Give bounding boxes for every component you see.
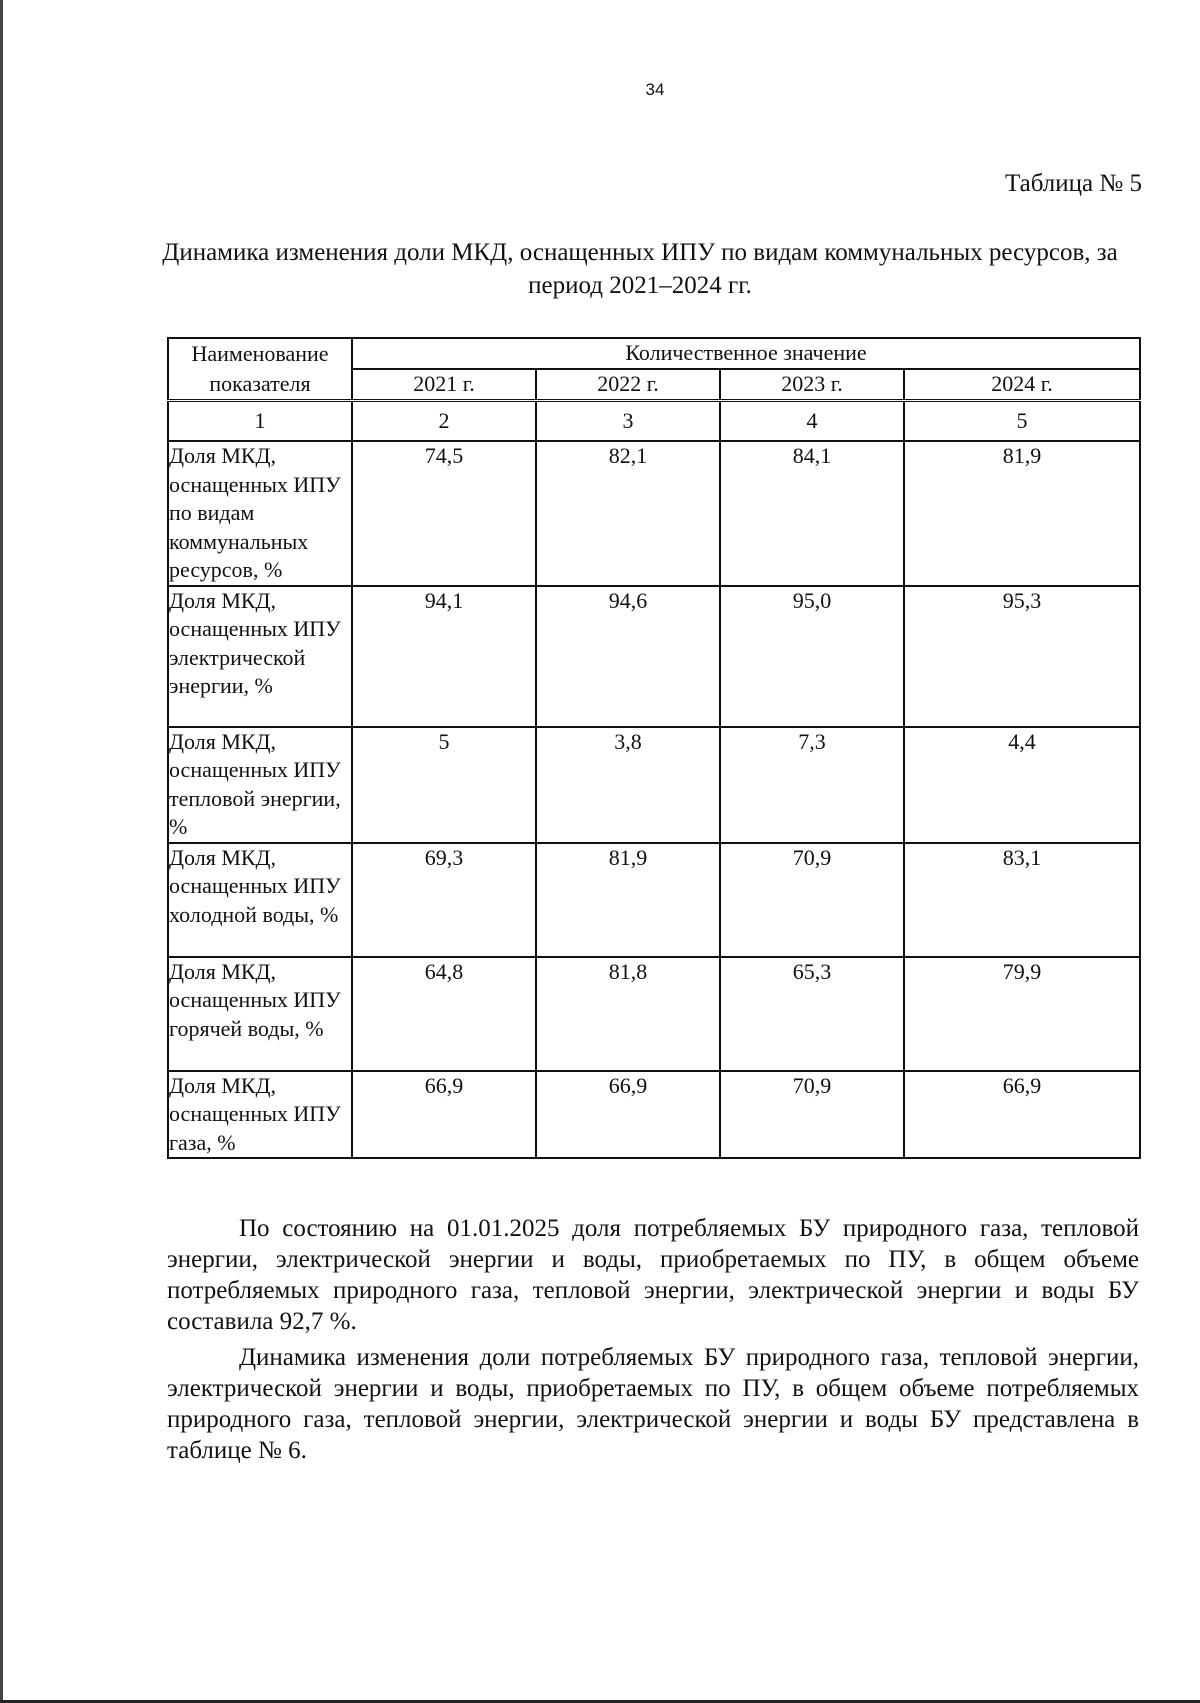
table-cell-value: 66,9 [904,1071,1140,1159]
table-cell-value: 64,8 [352,957,536,1071]
header-indicator-name: Наименование показателя [168,338,352,401]
table-cell-value: 84,1 [720,441,904,586]
table-row [168,441,1140,586]
table-cell-value: 83,1 [904,843,1140,957]
body-paragraph: По состоянию на 01.01.2025 доля потребляемых БУ природного газа, тепловой энергии, электрической энергии и воды, приобретаемых по ПУ, в общем объеме потребляемых природного газа, тепловой энергии, электрической энергии и воды БУ составила 92,7 %. [167,1215,1139,1335]
indicator-name: Доля МКД, оснащенных ИПУ холодной воды, % [168,843,352,957]
column-number: 2 [352,401,536,442]
table-cell-value: 4,4 [904,727,1140,843]
table-cell-value: 94,1 [352,586,536,727]
table-cell-value: 7,3 [720,727,904,843]
table-cell-value: 81,9 [536,843,720,957]
table-cell-value: 81,9 [904,441,1140,586]
table-row [168,1071,1140,1159]
table-cell-value: 65,3 [720,957,904,1071]
header-year: 2024 г. [904,369,1140,401]
table-row [168,957,1140,1071]
table-cell-value: 94,6 [536,586,720,727]
table-cell-value: 95,3 [904,586,1140,727]
indicator-name: Доля МКД, оснащенных ИПУ газа, % [168,1071,352,1159]
header-year: 2023 г. [720,369,904,401]
table-cell-value: 95,0 [720,586,904,727]
indicator-name: Доля МКД, оснащенных ИПУ горячей воды, % [168,957,352,1071]
table-cell-value: 70,9 [720,843,904,957]
table-cell-value: 79,9 [904,957,1140,1071]
header-quantitative-value: Количественное значение [352,338,1140,369]
body-paragraph: Динамика изменения доли потребляемых БУ природного газа, тепловой энергии, электрической энергии и воды, приобретаемых по ПУ, в общем объеме потребляемых природного газа, тепловой энергии, электрической энергии и воды БУ представлена в таблице № 6. [167,1344,1139,1464]
table-row [168,727,1140,843]
table-cell-value: 3,8 [536,727,720,843]
table-cell-value: 5 [352,727,536,843]
table-cell-value: 69,3 [352,843,536,957]
table-cell-value: 81,8 [536,957,720,1071]
indicator-name: Доля МКД, оснащенных ИПУ электрической энергии, % [168,586,352,727]
data-table [167,337,1141,1159]
table-label: Таблица № 5 [1004,170,1142,197]
header-year: 2022 г. [536,369,720,401]
table-row [168,586,1140,727]
column-number-row [168,401,1140,442]
page-number: 34 [645,80,665,99]
table-cell-value: 82,1 [536,441,720,586]
column-number: 1 [168,401,352,442]
scan-edge-left [0,0,3,1703]
table-cell-value: 66,9 [352,1071,536,1159]
table-row [168,843,1140,957]
table-cell-value: 74,5 [352,441,536,586]
column-number: 3 [536,401,720,442]
table-cell-value: 66,9 [536,1071,720,1159]
indicator-name: Доля МКД, оснащенных ИПУ тепловой энергии, % [168,727,352,843]
column-number: 5 [904,401,1140,442]
table-cell-value: 70,9 [720,1071,904,1159]
table-title: Динамика изменения доли МКД, оснащенных ИПУ по видам коммунальных ресурсов, за период 2021–2024 гг. [162,239,1118,299]
indicator-name: Доля МКД, оснащенных ИПУ по видам коммунальных ресурсов, % [168,441,352,586]
column-number: 4 [720,401,904,442]
header-year: 2021 г. [352,369,536,401]
